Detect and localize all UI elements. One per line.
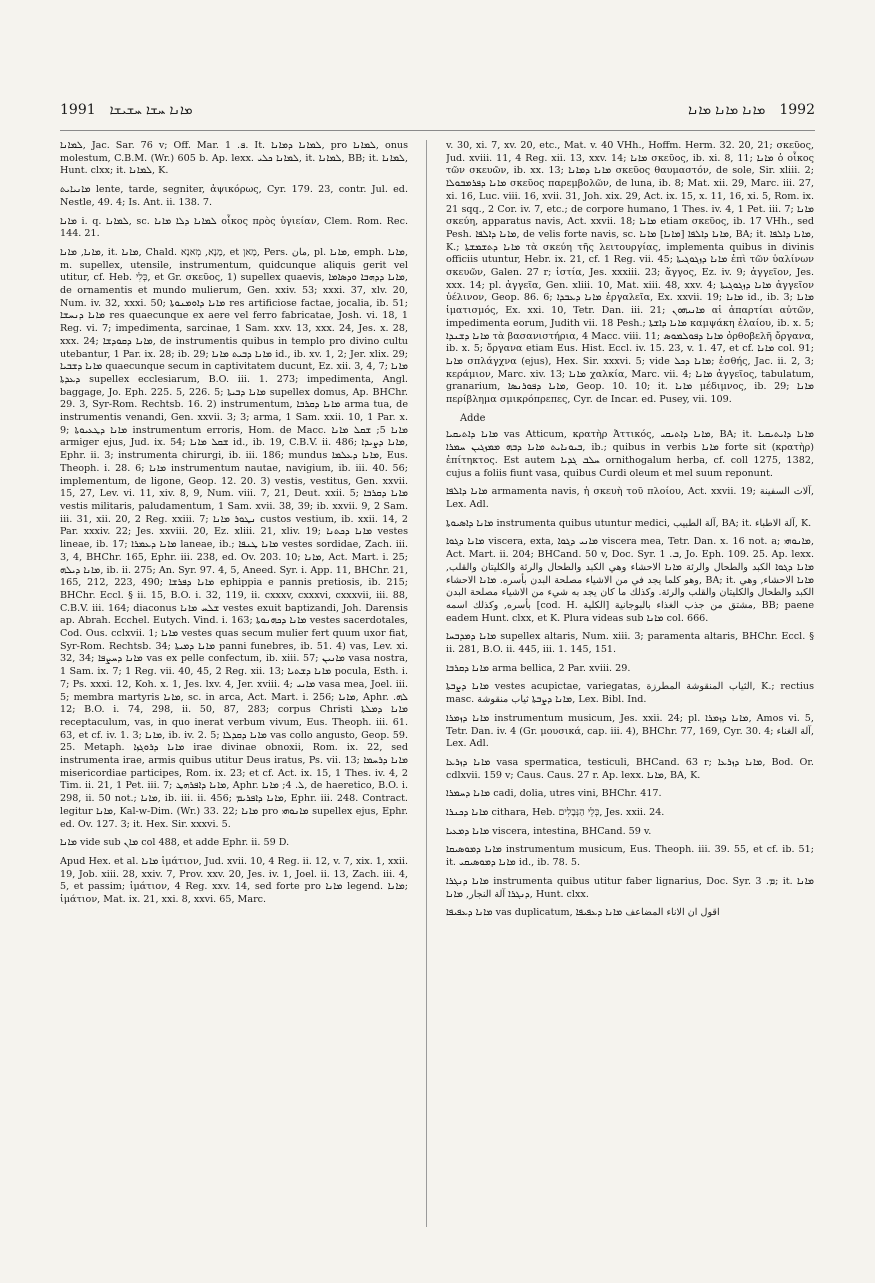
dictionary-entry: ܡܐܢܐ ܕܙܡܪܐ instrumentum musicum, Jes. xxii. 24; pl. ܡܐܢܐ ܕܙܡܪܐ, Amos vi. 5, Tetr. Dan. iv. 4 (Gr. μουσικά, cap. iii. 4), BHChr. 77, 169, Cyr. 30. 4; آلة الغناء, Lex. Adl. — [446, 712, 814, 750]
dictionary-entry: ܡܐܢܐ, ܡܐܢܐ, it. ܡܐܢܐ, Chald. מָנָא, מְאנָא, et מָאן, Pers. مان, pl. ܡܐܢܐ, emph. ܡܐܢܐ, m. supellex, utensile, instrumentum, quidcunque aliquis gerit vel utitur, cf. Heb. כְּלִי, et Gr. σκεῦος, 1) supellex quaevis, ܡܐܢܐ ܕܕܗܒܐ ܘܕܣܐܡܐ, de ornamentis et mundo mulierum, Gen. xxiv. 53; xxxi. 37, xlv. 20, Num. iv. 32, xxxi. 50; ܡܐܢܐ ܕܐܘܡܢܘܬܐ res artificiose factae, jocalia, ib. 51; ܡܐܢܐ ܕܢܚܫܐ res quaecunque ex aere vel ferro fabricatae, Josh. vi. 18, 1 Reg. vi. 7; impedimenta, sarcinae, 1 Sam. xxv. 13, xxx. 24, Jes. x. 28, xxx. 24; ܡܐܢܐ ܕܩܘܕܫܐ, de instrumentis quibus in templo pro divino cultu utebantur, 1 Par. ix. 28; ib. 29; ܡܐܢܐ ܕܒܝܬ ܡܐܢܐ id., ib. xv. 1, 2; Jer. xlix. 29; ܡܐܢܐ ܕܫܒܝܐ quaecunque secum in captivitatem ducunt, Ez. xii. 3, 4, 7; ܡܐܢܐ ܕܥܕܬܐ supellex ecclesiarum, B.O. iii. 1. 273; impedimenta, Angl. baggage, Jo. Eph. 225. 5, 226. 5; ܡܐܢܐ ܕܒܝܬܐ supellex domus, Ap. BHChr. 29. 3, Syr-Rom. Rechtsb. 16. 2) instrumentum, ܡܐܢܐ ܕܩܪܒܐ arma tua, de instrumentis venandi, Gen. xxvii. 3; 3; arma, 1 Sam. xxii. 10, 1 Par. x. 9; ܡܐܢܐ ܕܛܥܝܘܬܐ instrumentum erroris, Hom. de Macc. ܡܐܢܐ 5; ܫܩܠ ܡܐܢܐ armiger ejus, Jud. ix. 54; ܫܩܠ ܡܐܢܐ id., ib. 19, C.B.V. ii. 486; ܡܐܢܐ ܕܨܝܕܐ, Ephr. ii. 3; instrumenta chirurgi, ib. iii. 186; mundus ܡܐܢܐ ܕܥܠܡܐ, Eus. Theoph. i. 28. 6; ܡܐܢܐ instrumentum nautae, navigium, ib. iii. 40. 56; implementum, de ligone, Geop. 12. 20. 3) vestis, vestitus, Gen. xxvii. 15, 27, Lev. vi. 11, xiv. 8, 9, Num. viii. 7, 21, Deut. xxii. 5; ܡܐܢܐ ܕܩܪܒܐ vestis militaris, paludamentum, 1 Sam. xvii. 38, 39; ib. xxvii. 9, 2 Sam. iii. 31, xii. 20, 2 Reg. xxiii. 7; ܢܛܘܪ ܡܐܢܐ custos vestium, ib. xxii. 14, 2 Par. xxxiv. 22; Jes. xxviii. 20, Ez. xliii. 21, xliv. 19; ܡܐܢܐ ܕܟܬܢܐ vestes lineae, ib. 17; ܡܐܢܐ ܕܥܡܪܐ laneae, ib.; ܡܐܢܐ ܛܢܦܐ vestes sordidae, Zach. iii. 3, 4, BHChr. 165, Ephr. iii. 238, ed. Ov. 203. 10; ܡܐܢܐ, Act. Mart. i. 25; ܡܐܢܐ ܕܝܠܗ, ib. ii. 275; An. Syr. 97. 4, 5, Aneed. Syr. i. App. 11, BHChr. 21, 165, 212, 223, 490; ܡܐܢܐ ܕܦܪܫܐ ephippia e pannis pretiosis, ib. 215; BHChr. Eccl. § ii. 15, B.O. i. 32, 119, ii. cxxxv, cxxxvi, cxxxvii, iii. 88, C.B.V. iii. 164; diaconus ܫܠܚ ܡܐܢܐ vestes exuit baptizandi, Joh. Darensis ap. Abrah. Ecchel. Eutych. Vind. i. 163; ܡܐܢܐ ܕܟܗܢܘܬܐ vestes sacerdotales, Cod. Ous. cclxvii. 1; ܡܐܢܐ vestes quas secum mulier fert quum uxor fiat, Syr-Rom. Rechtsb. 34; ܡܐܢܐ ܕܡܝܬܐ panni funebres, ib. 51. 4) vas, Lev. xi. 32, 34; ܡܐܢܐ ܕܚܨܦܐ vas ex pelle confectum, ib. xiii. 57; ܡܐܢܝܢ vasa nostra, 1 Sam. ix. 7; 1 Reg. vii. 40, 45, 2 Reg. xii. 13; ܡܐܢܐ ܕܫܬܝܐ pocula, Esth. i. 7; Ps. xxxi. 12, Koh. x. 1, Jes. lxv. 4, Jer. xviii. 4; ܡܐܢܝ vasa mea, Joel. iii. 5; membra martyris ܡܐܢܐ, sc. in arca, Act. Mart. i. 256; ܡܐܢܐ, Aphr. ܠܗ. 12; B.O. i. 74, 298, ii. 50, 87, 283; corpus Christi ܡܐܢܐ ܕܡܠܬܐ receptaculum, vas, in quo inerat verbum vivum, Eus. Theoph. iii. 61. 63, et cf. iv. 1. 3; ܡܐܢܐ, ib. iv. 2. 5; ܡܐܢܐ ܕܩܕܠܐ vas collo angusto, Geop. 59. 25. Metaph. ܡܐܢܐ ܕܪܘܓܙܐ irae divinae obnoxii, Rom. ix. 22, sed instrumenta irae, armis quibus utitur Deus iratus, Ps. vii. 13; ܡܐܢܐ ܕܪܚܡܐ misericordiae participes, Rom. ix. 23; et cf. Act. ix. 15, 1 Thes. iv. 4, 2 Tim. ii. 21, 1 Pet. iii. 7; ܡܐܢܐ ܕܐܦܪܗܛ, Aphr. ܠ. 4; ܡܐܢܐ, de haeretico, B.O. i. 298, ii. 50 not.; ܡܐܢܐ, ib. iii. ii. 456; ܡܐܢܐ ܕܐܦܪܝܡ, Ephr. iii. 248. Contract. legitur ܡܐܢܐ, Kal-w-Dim. (Wr.) 33. 22; ܡܐܢܐ pro ܡܐܢܘܗܝ supellex ejus, Ephr. ed. Ov. 127. 3; it. Hex. Sir. xxxvi. 5. — [60, 246, 408, 830]
page-number-left: 1991 — [60, 102, 96, 118]
dictionary-entry: ܡܐܢܐ ܕܡܕܒܚܐ supellex altaris, Num. xiii. 3; paramenta altaris, BHChr. Eccl. § ii. 281, B.O. ii. 445, iii. 1. 145, 151. — [446, 631, 814, 656]
dictionary-entry: v. 30, xi. 7, xv. 20, etc., Mat. v. 40 VHh., Hoffm. Herm. 32. 20, 21; σκεῦος, Jud. xviii. 11, 4 Reg. xii. 13, xxv. 14; ܡܐܢܐ σκεῦος, ib. xi. 8, 11; ܡܐܢܐ ὁ οἶκος τῶν σκευῶν, ib. xx. 13; ܡܐܢܐ ܕܡܐܢܐ σκεῦος θαυμαστόν, de sole, Sir. xliii. 2; ܡܐܢܐ ܕܦܪܡܒܘܠܐ σκεῦος παρεμβολῶν, de luna, ib. 8; Mat. xii. 29, Marc. iii. 27, xi. 16, Luc. viii. 16, xvii. 31, Joh. xix. 29, Act. ix. 15, x. 11, 16, xi. 5, Rom. ix. 21 sqq., 2 Cor. iv. 7, etc.; de corpore humano, 1 Thes. iv. 4, 1 Pet. iii. 7; ܡܐܢܐ σκεύη, apparatus navis, Act. xxvii. 18; ܡܐܢܐ etiam σκεῦος, ib. 17 VHh., sed Pesh. ܡܐܢܐ ܕܐܠܦܐ, de velis forte navis, sc. ܡܐܢܐ ܕܐܠܦܐ [ܡܐܢܐ] ܡܐܢܐ, BA; it. ܡܐܢܐ ܕܐܠܦܐ, K.; ܡܐܢܐ ܕܬܫܡܫܬܐ τὰ σκεύη τῆς λειτουργίας, implementa quibus in divinis officiis utuntur, Hebr. ix. 21, cf. 1 Reg. vii. 45; ܡܐܢܐ ܕܙܓܘܓܝܬܐ ἐπὶ τῶν ὑαλίνων σκευῶν, Galen. 27 r; ἱστία, Jes. xxxiii. 23; ἄγγος, Ez. iv. 9; ἀγγεῖον, Jes. xxx. 14; pl. ἀγγεῖα, Gen. xliii. 10, Mat. xiii. 48, xxv. 4; ܡܐܢܐ ܕܙܓܘܓܝܬܐ ἀγγεῖον ὑέλινον, Geop. 86. 6; ܡܐܢܐ ܕܥܒܕܐ ἐργαλεῖα, Ex. xxvii. 19; ܡܐܢܐ id., ib. 3; ܡܐܢܐ ἱματισμός, Ex. xxi. 10, Tetr. Dan. iii. 21; ܡܐܢܝܗܘܢ αἱ ἀπαρτίαι αὐτῶν, impedimenta eorum, Judith vii. 18 Pesh.; ܡܐܢܐ ܕܐܫܬܐ καμψάκη ἐλαίου, ib. x. 5; ܡܐܢܐ ܕܫܢܕܐ τὰ βασανιστήρια, 4 Macc. viii. 11; ܡܐܢܐ ܕܦܘܠܡܘܣ ὀρθοβελῆ ὄργανα, ib. x. 5; ὄργανα etiam Eus. Hist. Eccl. iv. 15. 23, v. 1. 47, et cf. ܡܐܢܐ col. 91; ܡܐܢܐ σπλάγχνα (ejus), Hex. Sir. xxxvi. 5; vide ܡܐܢܐ ܕܟܠ; ἐσθής, Jac. ii. 2, 3; κεράμιον, Marc. xiv. 13; ܡܐܢܐ χαλκία, Marc. vii. 4; ܡܐܢܐ ἀγγεῖος, tabulatum, granarium, ܡܐܢܐ ܕܦܘܪܢܣܐ, Geop. 10. 10; it. ܡܐܢܐ μέδιμνος, ib. 29; ܡܐܢܐ περίβλημα σμικρόπρεπες, Cyr. de Incar. ed. Pusey, vii. 109. — [446, 140, 814, 406]
dictionary-entry: Apud Hex. et al. ܡܐܢܐ ἱμάτιον, Jud. xvii. 10, 4 Reg. ii. 12, v. 7, xix. 1, xxii. 19, Job. xiii. 28, xxiv. 7, Prov. xxv. 20, Jes. iv. 1, Joel. ii. 13, Zach. iii. 4, 5, et passim; ἱμάτιον, 4 Reg. xxv. 14, sed forte pro ܡܐܢܐ legend. ܡܐܢܐ; ἱμάτιον, Mat. ix. 21, xxi. 8, xxvi. 65, Marc. — [60, 855, 408, 906]
page-number-right: 1992 — [779, 102, 815, 118]
dictionary-entry: ܡܐܢܐ vide sub ܡܐܢ col 488, et adde Ephr. ii. 59 D. — [60, 837, 290, 849]
dictionary-entry: ܡܐܢܐ ܕܐܬܝܩܝܐ vas Atticum, κρατὴρ Ἀττικός, ܡܐܢܐ ܕܐܬܝܩܝ, BA; it. ܡܐܢܐ ܕܐܝܬܝܩܝܐ ܒܝܘܢܐܝܬ ܡܐܢܐ ܕܒܗ ܡܡܙܓܝܢ ܚܡܪܐ, ib.; quibus in verbis ܡܐܢܐ forte sit (κρατὴρ) ἐπίτηκτος. Est autem ܚܠܒ ܓܕܝܐ ornithogalum herba, cf. coll 1275, 1382, cujus a foliis fiunt vasa, quibus Curdi oleum et mel suum reponunt. — [446, 429, 814, 479]
dictionary-entry: ܡܐܢܐ ܕܢܓܪܐ instrumenta quibus utitur faber lignarius, Doc. Syr. ܡ. 3; it. ܡܐܢܐ ܕܢܓܪܐ آلة النجار, ܡܐܢܐ, Hunt. clxx. — [446, 875, 814, 900]
dictionary-entry: ܡܐܢܐ i. q. ܠܡܐܢܐ, sc. ܠܡܐܢܐ ܕܠܐ ܡܐܢܐ οἶκος πρὸς ὑγιείαν, Clem. Rom. Rec. 144. 21. — [60, 215, 408, 240]
left-column — [60, 140, 408, 1227]
dictionary-entry: ܡܐܢܐ ܕܡܘܣܝܩܐ instrumentum musicum, Eus. Theoph. iii. 39. 55, et cf. ib. 51; it. ܡܐܢܐ ܕܡܘܣܝܩܝ id., ib. 78. 5. — [446, 844, 814, 869]
dictionary-entry: ܡܐܢܐ ܕܥܦܝܦܐ vas duplicatum, اقول ان الاناء المضاعف ܡܐܢܐ ܕܥܦܝܦܐ — [446, 907, 720, 919]
dictionary-entry: ܡܐܢܐ ܕܨܒܬܐ vestes acupictae, variegatas, الثياب المنقوشة المطرزة, K.; rectius masc. ܡܐܢܐ ܕܨܒܬܐ ثياب منقوشة, Lex. Bibl. Ind. — [446, 681, 814, 706]
dictionary-entry: ܡܐܢܐ ܕܡܥܝܐ viscera, intestina, BHCand. 59 v. — [446, 825, 652, 837]
dictionary-entry: ܡܐܢܐ ܕܟܢܪܐ cithara, Heb. כְּלֵי הַנְּבָלִים, Jes. xxii. 24. — [446, 807, 665, 819]
header-title-right: ܡܐܢܐ ܡܐܢܐ ܡܐܢܐ — [688, 102, 766, 118]
header-right — [688, 102, 815, 118]
dictionary-entry: ܠܡܐܢܐ, Jac. Sar. 76 v; Off. Mar. ܦ. 1. It. ܠܡܐܢܐ ܕܡܐܢܐ, pro ܠܡܐܢܐ, onus molestum, C.B.M. (Wr.) 605 b. Ap. lexx. ܠܡܐܢܐ ܟܠܝ, it. ܠܡܐܢܐ, BB; it. ܠܡܐܢܐ, Hunt. clxx; it. ܠܡܐܢܐ, K. — [60, 140, 408, 177]
dictionary-entry: ܡܐܢܝܐܝܬ lente, tarde, segniter, ἀψικόρως, Cyr. 179. 23, contr. Jul. ed. Nestle, 49. 4; Is. Ant. ii. 138. 7. — [60, 184, 408, 208]
page-header — [60, 96, 815, 124]
dictionary-entry: ܡܐܢܐ ܕܚܡܪܐ cadi, dolia, utres vini, BHChr. 417. — [446, 788, 662, 800]
header-title-left: ܡܐܢܐ ܚܫܐ ܚܫܝܫܐ — [109, 102, 193, 118]
column-divider — [426, 140, 427, 1227]
header-left — [60, 102, 193, 118]
adde-heading: Adde — [460, 412, 486, 424]
dictionary-entry: ܡܐܢܐ ܕܐܣܝܘܬܐ instrumenta quibus utuntur medici, آلة الطبيب, BA; it. آلة الاطباء, K. — [446, 517, 812, 529]
dictionary-entry: ܡܐܢܐ ܕܩܪܒܐ arma bellica, 2 Par. xviii. 29. — [446, 662, 631, 674]
dictionary-entry: ܡܐܢܐ ܕܓܘܐ viscera, exta, ܡܐܢܝ ܕܓܘܐ viscera mea, Tetr. Dan. x. 16 not. a; ܡܐܢܘܗܝ, Act. Mart. ii. 204; BHCand. 50 v, Doc. Syr. ܒ. 1, Jo. Eph. 109. 25. Ap. lexx. ܡܐܢܐ ܕܓܘܐ الكبد والطحال والرئة ܡܐܢܐ الاحشاء وهي الكبد والطحال والرئة والكليتان والقلب, وهو كلما يجد في من الاشياء مصلحة البدن بأسره. ܡܐܢܐ الاحشاء, BA; it. ܡܐܢܐ الاحشاء, وهي الكبد والطحال والكليتان والقلب والرئة. وكذلك ما كان يجد به شيء من الاشياء مصلحة البدن بأسره, وكذلك اسمه [cod. H. الكلية] مشتق من جذب الغذاء بالبوجانية, BB; paene eadem Hunt. clxx, et K. Plura videas sub ܡܐܢܐ col. 666. — [446, 536, 814, 624]
dictionary-entry: ܡܐܢܐ ܕܐܠܦܐ armamenta navis, ἡ σκευὴ τοῦ πλοίου, Act. xxvii. 19; آلات السفينة, Lex. Adl. — [446, 486, 814, 510]
header-rule — [60, 130, 815, 131]
dictionary-entry: ܡܐܢܐ ܕܙܪܥܐ vasa spermatica, testiculi, BHCand. 63 r; ܡܐܢܐ ܕܙܪܥܐ, Bod. Or. cdlxvii. 159 v; Caus. Caus. 27 r. Ap. lexx. ܡܐܢܐ, BA, K. — [446, 756, 814, 781]
right-column — [446, 140, 814, 1227]
